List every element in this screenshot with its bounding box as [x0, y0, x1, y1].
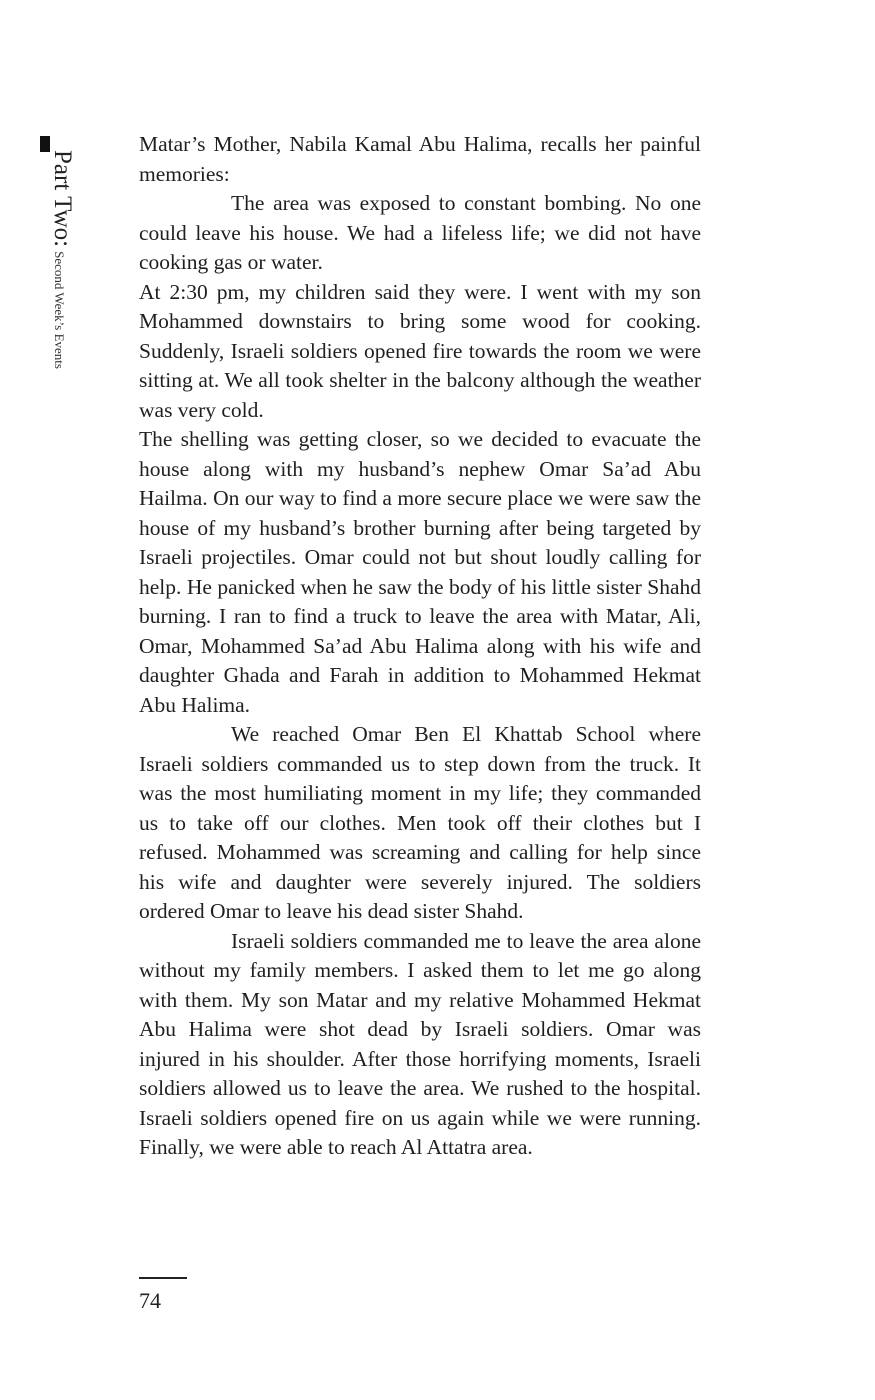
section-subtitle: Second Week’s Events [52, 251, 67, 369]
footer-rule [139, 1277, 187, 1279]
running-side-heading [48, 150, 76, 369]
paragraph: At 2:30 pm, my children said they were. I went with my son Mohammed downstairs to bring some wood for cooking. Suddenly, Israeli soldiers opened fire towards the room we were sitting at. We all took shelter in the balcony although the weather was very cold. [139, 279, 701, 422]
part-title: Part Two [49, 150, 76, 241]
paragraph: The shelling was getting closer, so we decided to evacuate the house along with my husband’s nephew Omar Sa’ad Abu Hailma. On our way to find a more secure place we were saw the house of my husband’s brother burning after being targeted by Israeli projectiles. Omar could not but shout loudly calling for help. He panicked when he saw the body of his little sister Shahd burning. I ran to find a truck to leave the area with Matar, Ali, Omar, Mohammed Sa’ad Abu Halima along with his wife and daughter Ghada and Farah in addition to Mohammed Hekmat Abu Halima. [139, 427, 701, 717]
paragraph: Israeli soldiers commanded me to leave the area alone without my family members. I asked them to let me go along with them. My son Matar and my relative Mohammed Hekmat Abu Halima were shot dead by Israeli soldiers. Omar was injured in his shoulder. After those horrifying moments, Israeli soldiers allowed us to leave the area. We rushed to the hospital. Israeli soldiers opened fire on us again while we were running. Finally, we were able to reach Al Attatra area. [139, 928, 701, 1159]
page-number: 74 [139, 1288, 161, 1313]
body-text [139, 130, 701, 1163]
part-separator: : [49, 240, 76, 248]
paragraph: Matar’s Mother, Nabila Kamal Abu Halima, recalls her painful memories: [139, 132, 701, 186]
paragraph: The area was exposed to constant bombing. No one could leave his house. We had a lifeless life; we did not have cooking gas or water. [139, 191, 701, 274]
paragraph: We reached Omar Ben El Khattab School where Israeli soldiers commanded us to step down from the truck. It was the most humiliating moment in my life; they commanded us to take off our clothes. Men took off their clothes but I refused. Mohammed was screaming and calling for help since his wife and daughter were severely injured. The soldiers ordered Omar to leave his dead sister Shahd. [139, 722, 701, 923]
